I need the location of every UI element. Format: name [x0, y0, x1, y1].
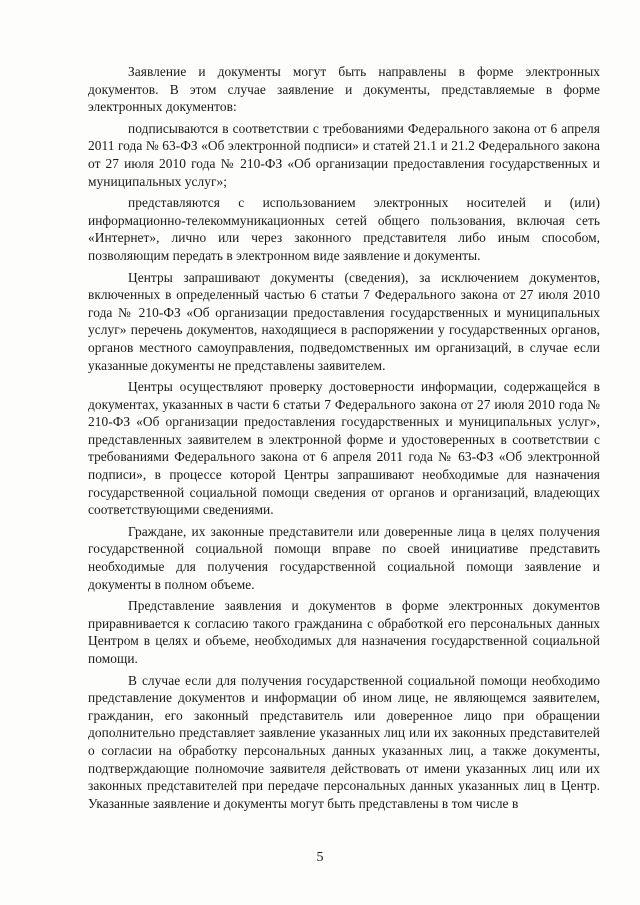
paragraph: Центры осуществляют проверку достоверности информации, содержащейся в документах, указанных в части 6 статьи 7 Федерального закона от 27 июля 2010 года № 210-ФЗ «Об организации предоставления государственных и муниципальных услуг», представленных заявителем в электронной форме и удостоверенных в соответствии с требованиями Федерального закона от 6 апреля 2011 года № 63-ФЗ «Об электронной подписи», в процессе которой Центры запрашивают необходимые для назначения государственной социальной помощи сведения от органов и организаций, владеющих соответствующими сведениями.	[88, 379, 600, 518]
paragraph: представляются с использованием электронных носителей и (или) информационно-телекоммуникационных сетей общего пользования, включая сеть «Интернет», лично или через законного представителя либо иным способом, позволяющим передать в электронном виде заявление и документы.	[88, 195, 600, 263]
document-body	[88, 63, 600, 816]
page-number: 5	[316, 850, 324, 865]
paragraph: Представление заявления и документов в форме электронных документов приравнивается к согласию такого гражданина с обработкой его персональных данных Центром в целях и объеме, необходимых для назначения государственной социальной помощи.	[88, 598, 600, 666]
paragraph: В случае если для получения государственной социальной помощи необходимо представление документов и информации об ином лице, не являющемся заявителем, гражданин, его законный представитель или доверенное лицо при обращении дополнительно представляет заявление указанных лиц или их законных представителей о согласии на обработку персональных данных указанных лиц, а также документы, подтверждающие полномочие заявителя действовать от имени указанных лиц или их законных представителей при передаче персональных данных указанных лиц в Центр. Указанные заявление и документы могут быть представлены в том числе в	[88, 672, 600, 811]
paragraph: Центры запрашивают документы (сведения), за исключением документов, включенных в определенный частью 6 статьи 7 Федерального закона от 27 июля 2010 года № 210-ФЗ «Об организации предоставления государственных и муниципальных услуг» перечень документов, находящиеся в распоряжении у государственных органов, органов местного самоуправления, подведомственных им организаций, в случае если указанные документы не представлены заявителем.	[88, 269, 600, 373]
paragraph: подписываются в соответствии с требованиями Федерального закона от 6 апреля 2011 года № 63-ФЗ «Об электронной подписи» и статей 21.1 и 21.2 Федерального закона от 27 июля 2010 года № 210-ФЗ «Об организации предоставления государственных и муниципальных услуг»;	[88, 120, 600, 189]
paragraph: Заявление и документы могут быть направлены в форме электронных документов. В этом случае заявление и документы, представляемые в форме электронных документов:	[88, 64, 600, 115]
paragraph: Граждане, их законные представители или доверенные лица в целях получения государственной социальной помощи вправе по своей инициативе представить необходимые для получения государственной социальной помощи заявление и документы в полном объеме.	[88, 523, 600, 592]
